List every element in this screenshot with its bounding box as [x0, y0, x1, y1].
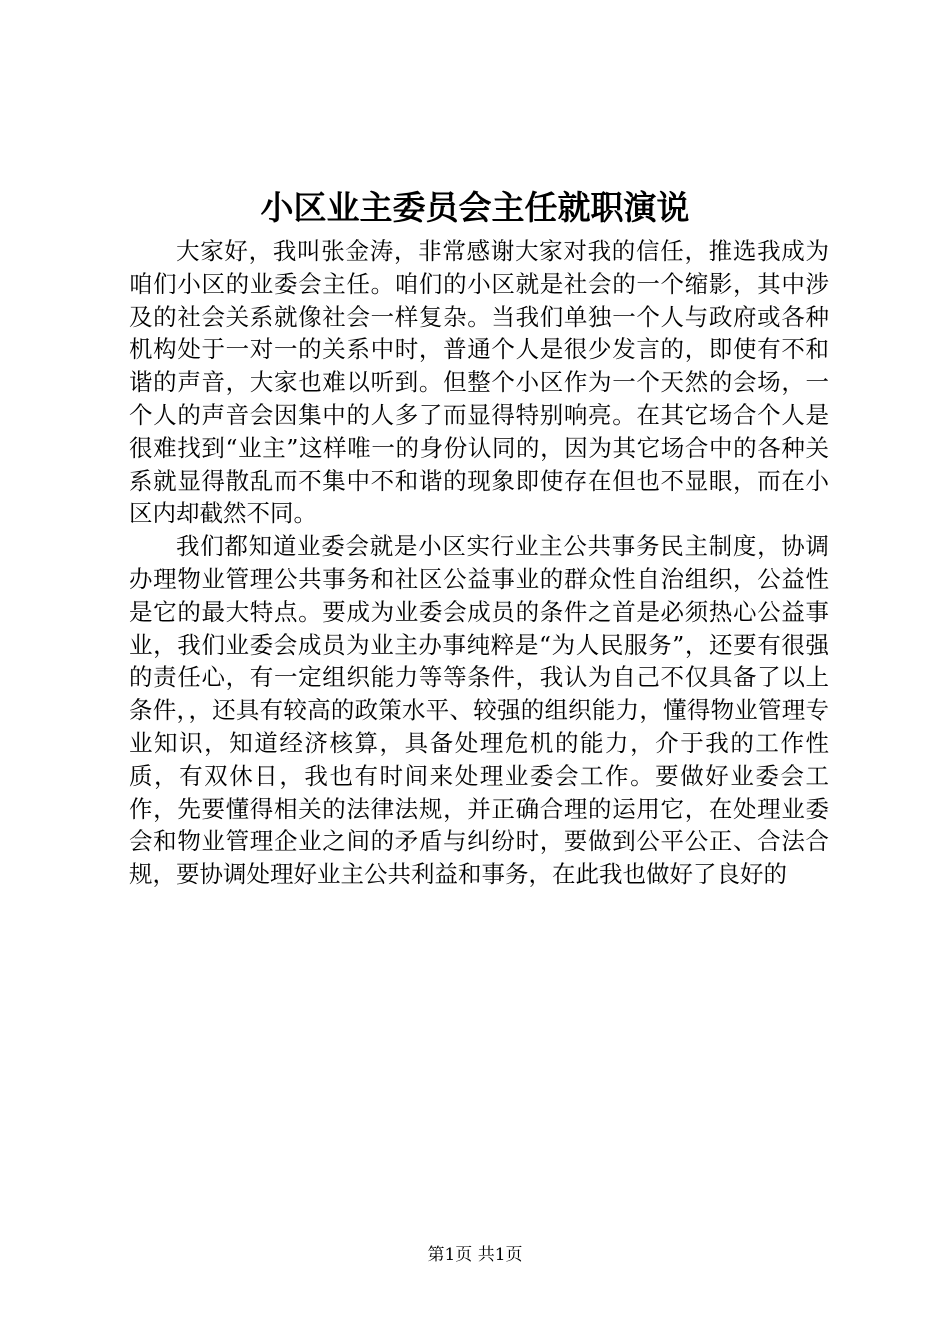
- body-paragraph-1: 大家好，我叫张金涛，非常感谢大家对我的信任，推选我成为咱们小区的业委会主任。咱们的小区就是社会的一个缩影，其中涉及的社会关系就像社会一样复杂。当我们单独一个人与政府或各种机构处于一对一的关系中时，普通个人是很少发言的，即使有不和谐的声音，大家也难以听到。但整个小区作为一个天然的会场，一个人的声音会因集中的人多了而显得特别响亮。在其它场合个人是很难找到“业主”这样唯一的身份认同的，因为其它场合中的各种关系就显得散乱而不集中不和谐的现象即使存在但也不显眼，而在小区内却截然不同。: [129, 237, 829, 528]
- page-footer: 第1页 共1页: [427, 1245, 523, 1265]
- document-title: 小区业主委员会主任就职演说: [260, 188, 690, 227]
- body-paragraph-2: 我们都知道业委会就是小区实行业主公共事务民主制度，协调办理物业管理公共事务和社区公益事业的群众性自治组织，公益性是它的最大特点。要成为业委会成员的条件之首是必须热心公益事业，我们业委会成员为业主办事纯粹是“为人民服务”，还要有很强的责任心，有一定组织能力等等条件，我认为自己不仅具备了以上条件，，还具有较高的政策水平、较强的组织能力，懂得物业管理专业知识，知道经济核算，具备处理危机的能力，介于我的工作性质，有双休日，我也有时间来处理业委会工作。要做好业委会工作，先要懂得相关的法律法规，并正确合理的运用它，在处理业委会和物业管理企业之间的矛盾与纠纷时，要做到公平公正、合法合规，要协调处理好业主公共利益和事务，在此我也做好了良好的: [129, 532, 829, 889]
- document-body: [129, 235, 829, 891]
